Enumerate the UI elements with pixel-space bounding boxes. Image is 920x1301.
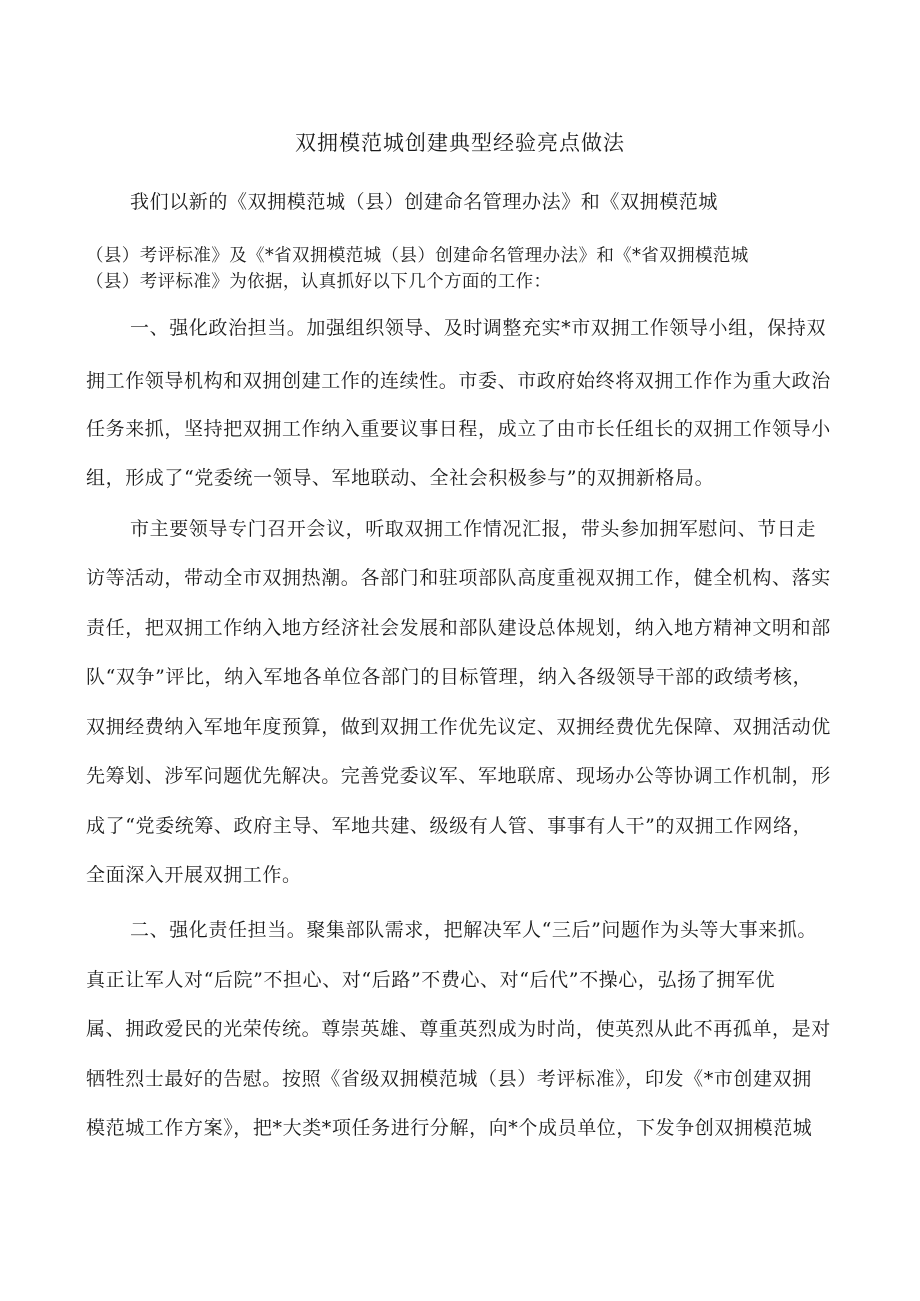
paragraph-3-line-5: 双拥经费纳入军地年度预算，做到双拥工作优先议定、双拥经费优先保障、双拥活动优 <box>86 716 831 738</box>
paragraph-3-line-8: 全面深入开展双拥工作。 <box>86 864 302 886</box>
paragraph-2-line-3: 任务来抓，坚持把双拥工作纳入重要议事日程，成立了由市长任组长的双拥工作领导小 <box>86 418 831 440</box>
document-title: 双拥模范城创建典型经验亮点做法 <box>295 131 625 155</box>
paragraph-4-line-5: 模范城工作方案》，把*大类*项任务进行分解，向*个成员单位，下发争创双拥模范城 <box>86 1117 813 1139</box>
paragraph-4-line-4: 牺牲烈士最好的告慰。按照《省级双拥模范城（县）考评标准》，印发《*市创建双拥 <box>86 1068 812 1090</box>
paragraph-4-line-1: 二、强化责任担当。聚集部队需求，把解决军人“三后”问题作为头等大事来抓。 <box>130 919 818 941</box>
paragraph-2-line-2: 拥工作领导机构和双拥创建工作的连续性。市委、市政府始终将双拥工作作为重大政治 <box>86 370 831 392</box>
paragraph-2-line-1: 一、强化政治担当。加强组织领导、及时调整充实*市双拥工作领导小组，保持双 <box>130 317 827 339</box>
paragraph-1-line-1: 我们以新的《双拥模范城（县）创建命名管理办法》和《双拥模范城 <box>130 191 719 213</box>
paragraph-3-line-6: 先筹划、涉军问题优先解决。完善党委议军、军地联席、现场办公等协调工作机制，形 <box>86 765 831 787</box>
paragraph-3-line-4: 队“双争”评比，纳入军地各单位各部门的目标管理，纳入各级领导干部的政绩考核， <box>86 666 813 688</box>
paragraph-1-line-2: （县）考评标准》及《*省双拥模范城（县）创建命名管理办法》和《*省双拥模范城 <box>86 246 749 266</box>
paragraph-2-line-4: 组，形成了“党委统一领导、军地联动、全社会积极参与”的双拥新格局。 <box>86 467 715 489</box>
paragraph-3-line-7: 成了“党委统筹、政府主导、军地共建、级级有人管、事事有人干”的双拥工作网络， <box>86 815 813 837</box>
paragraph-4-line-3: 属、拥政爱民的光荣传统。尊崇英雄、尊重英烈成为时尚，使英烈从此不再孤单，是对 <box>86 1018 831 1040</box>
paragraph-4-line-2: 真正让军人对“后院”不担心、对“后路”不费心、对“后代”不操心，弘扬了拥军优 <box>86 969 776 991</box>
paragraph-1-line-3: （县）考评标准》为依据，认真抓好以下几个方面的工作： <box>86 272 552 292</box>
paragraph-3-line-3: 责任，把双拥工作纳入地方经济社会发展和部队建设总体规划，纳入地方精神文明和部 <box>86 617 831 639</box>
paragraph-3-line-2: 访等活动，带动全市双拥热潮。各部门和驻项部队高度重视双拥工作，健全机构、落实 <box>86 567 831 589</box>
paragraph-3-line-1: 市主要领导专门召开会议，听取双拥工作情况汇报，带头参加拥军慰问、节日走 <box>130 518 817 540</box>
